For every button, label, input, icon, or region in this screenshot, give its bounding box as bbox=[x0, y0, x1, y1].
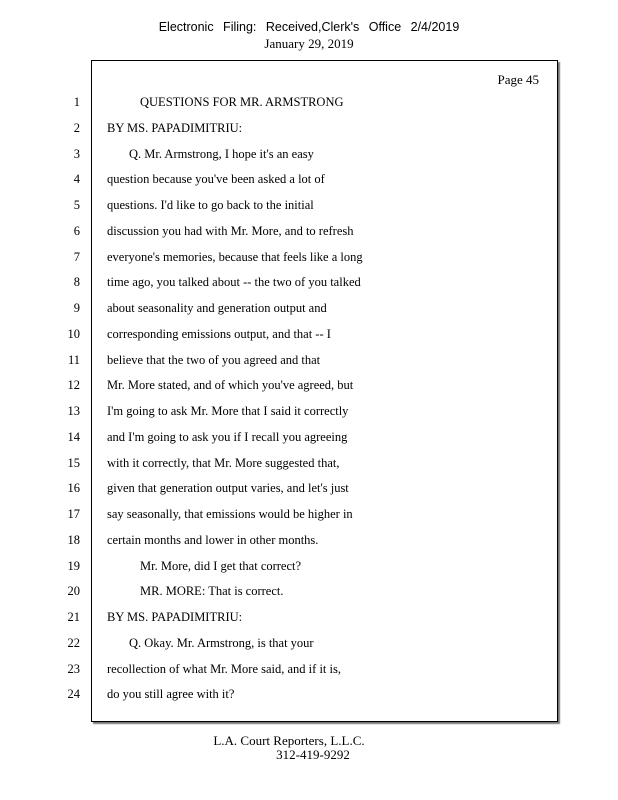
line-text: Q. Mr. Armstrong, I hope it's an easy bbox=[129, 146, 314, 161]
line-text: say seasonally, that emissions would be higher in bbox=[107, 507, 353, 521]
line-text: Q. Okay. Mr. Armstrong, is that your bbox=[129, 635, 314, 650]
transcript-line bbox=[0, 504, 560, 524]
transcript-line bbox=[0, 272, 560, 292]
line-text: recollection of what Mr. More said, and if it is, bbox=[107, 661, 341, 676]
line-number: 9 bbox=[73, 301, 80, 315]
line-number: 1 bbox=[73, 95, 80, 109]
transcript-line bbox=[0, 556, 560, 576]
line-number: 17 bbox=[67, 507, 80, 521]
line-number: 3 bbox=[73, 146, 80, 161]
line-number: 10 bbox=[67, 326, 80, 341]
transcript-line bbox=[0, 478, 560, 498]
line-text: BY MS. PAPADIMITRIU: bbox=[107, 120, 243, 135]
filing-date: January 29, 2019 bbox=[264, 36, 354, 51]
line-number: 21 bbox=[67, 610, 80, 624]
line-number: 4 bbox=[73, 172, 80, 187]
line-number: 13 bbox=[67, 404, 80, 418]
line-text: discussion you had with Mr. More, and to refresh bbox=[107, 223, 354, 238]
line-number: 6 bbox=[73, 223, 80, 238]
transcript-line bbox=[0, 118, 560, 138]
transcript-line bbox=[0, 659, 560, 679]
line-number: 12 bbox=[67, 378, 80, 393]
transcript-line bbox=[0, 350, 560, 370]
line-number: 24 bbox=[67, 687, 80, 702]
transcript-line bbox=[0, 221, 560, 241]
line-text: believe that the two of you agreed and that bbox=[107, 352, 321, 367]
filing-header: Electronic Filing: Received,Clerk's Office 2/4/2019 bbox=[158, 20, 460, 34]
line-number: 16 bbox=[67, 481, 80, 496]
transcript-line bbox=[0, 169, 560, 189]
line-text: BY MS. PAPADIMITRIU: bbox=[107, 610, 243, 624]
line-text: with it correctly, that Mr. More suggested that, bbox=[107, 455, 340, 470]
page-number: Page 45 bbox=[497, 72, 539, 87]
line-number: 5 bbox=[73, 198, 80, 212]
line-text: about seasonality and generation output and bbox=[107, 301, 327, 315]
reporter-phone: 312-419-9292 bbox=[276, 747, 350, 762]
line-text: I'm going to ask Mr. More that I said it correctly bbox=[107, 404, 349, 418]
line-text: Mr. More stated, and of which you've agreed, but bbox=[107, 378, 354, 393]
line-number: 18 bbox=[67, 532, 80, 547]
transcript-line bbox=[0, 195, 560, 215]
line-number: 7 bbox=[73, 249, 80, 264]
transcript-line bbox=[0, 144, 560, 164]
line-number: 15 bbox=[67, 455, 80, 470]
line-number: 8 bbox=[73, 275, 80, 290]
transcript-line bbox=[0, 453, 560, 473]
transcript-line bbox=[0, 324, 560, 344]
line-text: QUESTIONS FOR MR. ARMSTRONG bbox=[140, 95, 344, 109]
transcript-line bbox=[0, 530, 560, 550]
line-text: given that generation output varies, and let's just bbox=[107, 481, 349, 496]
line-number: 19 bbox=[67, 558, 80, 573]
line-number: 20 bbox=[67, 584, 80, 599]
transcript-line bbox=[0, 581, 560, 601]
line-text: time ago, you talked about -- the two of you talked bbox=[107, 275, 361, 290]
transcript-line bbox=[0, 92, 560, 112]
line-number: 14 bbox=[67, 429, 80, 444]
transcript-line bbox=[0, 427, 560, 447]
line-number: 2 bbox=[73, 120, 80, 135]
line-number: 23 bbox=[67, 661, 80, 676]
line-text: Mr. More, did I get that correct? bbox=[140, 558, 302, 573]
line-number: 11 bbox=[67, 352, 80, 367]
transcript-line bbox=[0, 684, 560, 704]
transcript-line bbox=[0, 298, 560, 318]
line-text: MR. MORE: That is correct. bbox=[140, 584, 284, 599]
line-text: questions. I'd like to go back to the initial bbox=[107, 198, 314, 212]
line-text: corresponding emissions output, and that -- I bbox=[107, 326, 331, 341]
transcript-line bbox=[0, 401, 560, 421]
transcript-line bbox=[0, 375, 560, 395]
transcript-line bbox=[0, 633, 560, 653]
line-number: 22 bbox=[67, 635, 80, 650]
line-text: certain months and lower in other months. bbox=[107, 532, 319, 547]
line-text: do you still agree with it? bbox=[107, 687, 235, 702]
transcript-line bbox=[0, 247, 560, 267]
line-text: and I'm going to ask you if I recall you agreeing bbox=[107, 429, 348, 444]
line-text: question because you've been asked a lot of bbox=[107, 172, 325, 187]
transcript-line bbox=[0, 607, 560, 627]
line-text: everyone's memories, because that feels like a long bbox=[107, 249, 363, 264]
reporter-company: L.A. Court Reporters, L.L.C. bbox=[213, 733, 365, 748]
